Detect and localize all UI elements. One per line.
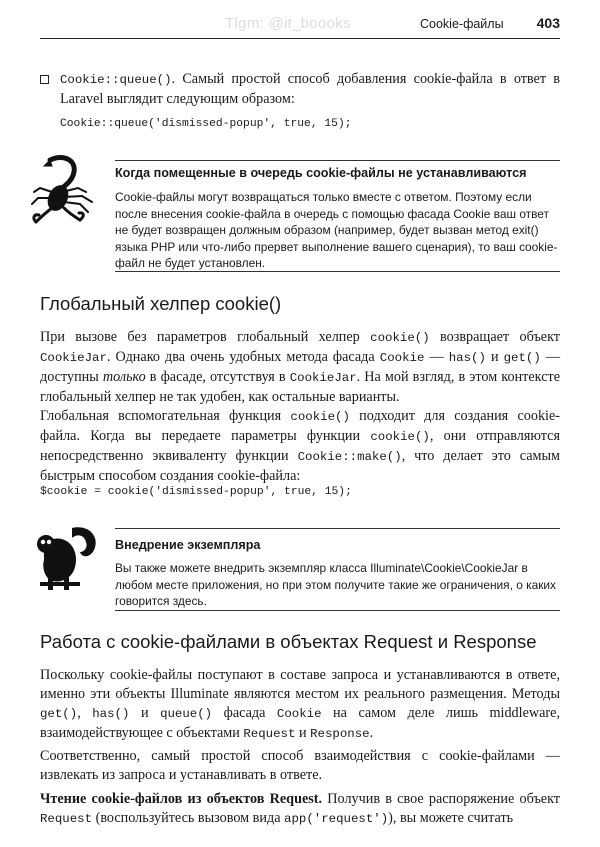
lemur-icon [34, 520, 104, 592]
watermark: Tlgm: @it_boooks [225, 15, 351, 32]
section-heading: Глобальный хелпер cookie() [40, 293, 282, 314]
running-head: Cookie-файлы [420, 17, 504, 31]
inline-code: get() [503, 351, 541, 365]
note-top-rule [115, 528, 560, 529]
emphasis: только [102, 369, 146, 385]
note-bottom-rule [115, 610, 560, 611]
inline-code: app('request') [284, 812, 389, 826]
inline-code: cookie() [290, 410, 350, 424]
inline-code: CookieJar [289, 371, 357, 385]
inline-code: Cookie [379, 351, 425, 365]
inline-code: Cookie::queue() [60, 73, 172, 87]
note-title: Когда помещенные в очередь cookie-файлы не устанавливаются [115, 166, 527, 180]
note-body: Cookie-файлы могут возвращаться только вместе с ответом. Поэтому если после внесения cookie-файла в очередь с помощью фасада Cookie ваш ответ не будет возвращен должным образом (например, будет вызван метод exit() языка PHP или что-либо прервет выполнение вашего сценария), то ваш cookie-файл не будет установлен. [115, 190, 558, 270]
inline-code: Request [243, 727, 296, 741]
paragraph: Глобальная вспомогательная функция cookie() подходит для создания cookie-файла. Когда вы передаете параметры функции cookie(), они отправляются непосредственно эквиваленту функции Cookie::make(), что делает это самым быстрым способом создания cookie-файла: [40, 408, 561, 484]
inline-code: has() [92, 707, 130, 721]
scorpion-icon [30, 152, 102, 226]
inline-code: has() [448, 351, 486, 365]
paragraph: Соответственно, самый простой способ взаимодействия с cookie-файлами — извлекать из запроса и устанавливать в ответе. [40, 748, 560, 783]
page-number: 403 [536, 15, 560, 31]
inline-code: queue() [160, 707, 213, 721]
inline-code: CookieJar [40, 351, 107, 365]
inline-code: cookie() [370, 331, 430, 345]
bullet-text: . Самый простой способ добавления cookie-файла в ответ в Laravel выглядит следующим образом: [60, 71, 560, 107]
code-block-cookie: $cookie = cookie('dismissed-popup', true, 15); [40, 486, 352, 498]
note-top-rule [115, 160, 560, 161]
inline-code: Cookie [276, 707, 322, 721]
paragraph: Чтение cookie-файлов из объектов Request. Получив в свое распоряжение объект Request (воспользуйтесь вызовом вида app('request')), вы можете считать [40, 791, 560, 826]
inline-code: Request [40, 812, 93, 826]
section-heading: Работа с cookie-файлами в объектах Request и Response [40, 631, 537, 652]
header-rule [40, 38, 560, 39]
checkbox-bullet-icon [40, 75, 49, 84]
inline-code: get() [40, 707, 78, 721]
paragraph: Поскольку cookie-файлы поступают в составе запроса и устанавливаются в ответе, именно эти объекты Illuminate являются местом их реального размещения. Методы get(), has() и queue() фасада Cookie на самом деле лишь middleware, взаимодействующее с объектами Request и Response. [40, 667, 561, 741]
note-body: Вы также можете внедрить экземпляр класса Illuminate\Cookie\CookieJar в любом месте приложения, но при этом получите такие же ограничения, о каких говорится здесь. [115, 561, 557, 608]
note-bottom-rule [115, 271, 560, 272]
code-block-queue: Cookie::queue('dismissed-popup', true, 15); [60, 118, 352, 130]
run-in-heading: Чтение cookie-файлов из объектов Request. [40, 791, 323, 807]
paragraph: При вызове без параметров глобальный хелпер cookie() возвращает объект CookieJar. Однако два очень удобных метода фасада Cookie — has() и get() — доступны только в фасаде, отсутствуя в CookieJar. На мой взгляд, в этом контексте глобальный хелпер не так удобен, как остальные варианты. [40, 329, 561, 405]
inline-code: Cookie::make() [297, 450, 402, 464]
inline-code: Response [310, 727, 370, 741]
inline-code: cookie() [370, 430, 430, 444]
bullet-paragraph [60, 70, 560, 109]
note-title: Внедрение экземпляра [115, 538, 261, 552]
